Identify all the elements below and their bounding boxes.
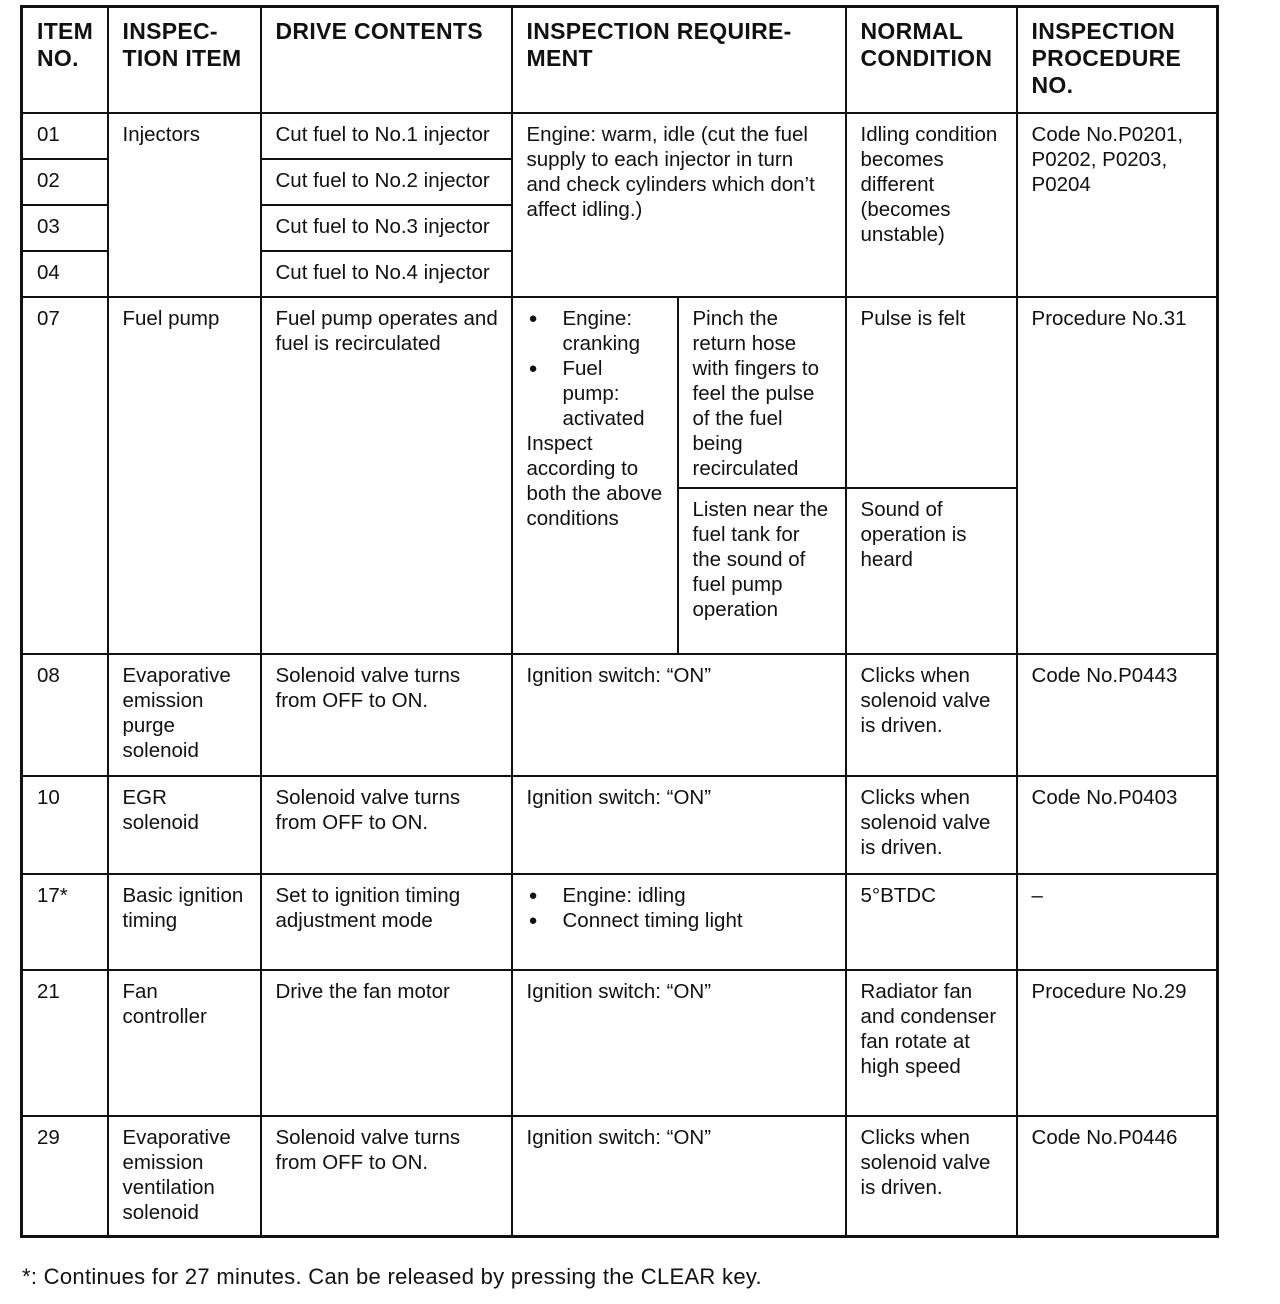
list-item: ● Connect timing light [527,908,833,933]
procedure-no: Code No.P0201, P0202, P0203, P0204 [1017,113,1218,297]
check-sound: Listen near the fuel tank for the sound of fuel pump operation [678,488,846,654]
normal-condition: Clicks when solenoid valve is driven. [846,776,1017,874]
inspection-item: Evaporative emission purge solenoid [108,654,261,776]
table-row [22,970,1218,1116]
inspection-table [20,5,1219,1238]
header-procedure-no: INSPECTION PROCEDURE NO. [1017,7,1218,114]
condition-list [527,306,665,431]
drive-contents: Cut fuel to No.3 injector [261,205,512,251]
footnote: *: Continues for 27 minutes. Can be released by pressing the CLEAR key. [22,1264,762,1289]
inspection-requirement: Ignition switch: “ON” [512,970,846,1116]
drive-contents: Cut fuel to No.2 injector [261,159,512,205]
drive-contents: Set to ignition timing adjustment mode [261,874,512,970]
condition-list [527,883,833,933]
procedure-no: Code No.P0446 [1017,1116,1218,1237]
item-no: 01 [22,113,108,159]
inspection-item: Fuel pump [108,297,261,654]
procedure-no: Code No.P0403 [1017,776,1218,874]
drive-contents: Solenoid valve turns from OFF to ON. [261,654,512,776]
inspection-item: EGR solenoid [108,776,261,874]
list-item: ● Fuel pump: activated [527,356,665,431]
header-inspection-requirement: INSPECTION REQUIRE-MENT [512,7,846,114]
table-row [22,874,1218,970]
inspect-note: Inspect according to both the above conditions [526,432,663,530]
drive-contents: Drive the fan motor [261,970,512,1116]
inspection-requirement: Ignition switch: “ON” [512,1116,846,1237]
header-row [22,7,1218,114]
normal-condition: Pulse is felt [846,297,1017,488]
normal-condition: Sound of operation is heard [846,488,1017,654]
inspection-conditions [512,297,678,654]
inspection-item: Fan controller [108,970,261,1116]
drive-contents: Solenoid valve turns from OFF to ON. [261,1116,512,1237]
header-item-no: ITEM NO. [22,7,108,114]
item-no: 21 [22,970,108,1116]
list-item: ● Engine: cranking [527,306,665,356]
item-no: 07 [22,297,108,654]
table-row [22,654,1218,776]
table-row [22,776,1218,874]
table-row [22,297,1218,488]
drive-contents: Fuel pump operates and fuel is recirculated [261,297,512,654]
inspection-requirement [512,874,846,970]
inspection-requirement: Ignition switch: “ON” [512,776,846,874]
inspection-requirement: Engine: warm, idle (cut the fuel supply to each injector in turn and check cylinders which don’t affect idling.) [512,113,846,297]
normal-condition: Idling condition becomes different (becomes unstable) [846,113,1017,297]
item-no: 10 [22,776,108,874]
drive-contents: Cut fuel to No.1 injector [261,113,512,159]
inspection-item: Basic ignition timing [108,874,261,970]
item-no: 29 [22,1116,108,1237]
item-no: 17* [22,874,108,970]
item-no: 03 [22,205,108,251]
drive-contents: Cut fuel to No.4 injector [261,251,512,297]
inspection-item: Injectors [108,113,261,297]
item-no: 04 [22,251,108,297]
normal-condition: Clicks when solenoid valve is driven. [846,654,1017,776]
drive-contents: Solenoid valve turns from OFF to ON. [261,776,512,874]
header-drive-contents: DRIVE CONTENTS [261,7,512,114]
normal-condition: Clicks when solenoid valve is driven. [846,1116,1017,1237]
normal-condition: Radiator fan and condenser fan rotate at high speed [846,970,1017,1116]
header-inspection-item: INSPEC-TION ITEM [108,7,261,114]
item-no: 02 [22,159,108,205]
normal-condition: 5°BTDC [846,874,1017,970]
table-row [22,113,1218,159]
procedure-no: Procedure No.31 [1017,297,1218,654]
inspection-requirement: Ignition switch: “ON” [512,654,846,776]
procedure-no: Code No.P0443 [1017,654,1218,776]
list-item: ● Engine: idling [527,883,833,908]
table-row [22,1116,1218,1237]
item-no: 08 [22,654,108,776]
check-pulse: Pinch the return hose with fingers to feel the pulse of the fuel being recirculated [678,297,846,488]
procedure-no: Procedure No.29 [1017,970,1218,1116]
header-normal-condition: NORMAL CONDITION [846,7,1017,114]
inspection-item: Evaporative emission ventilation solenoid [108,1116,261,1237]
procedure-no: – [1017,874,1218,970]
